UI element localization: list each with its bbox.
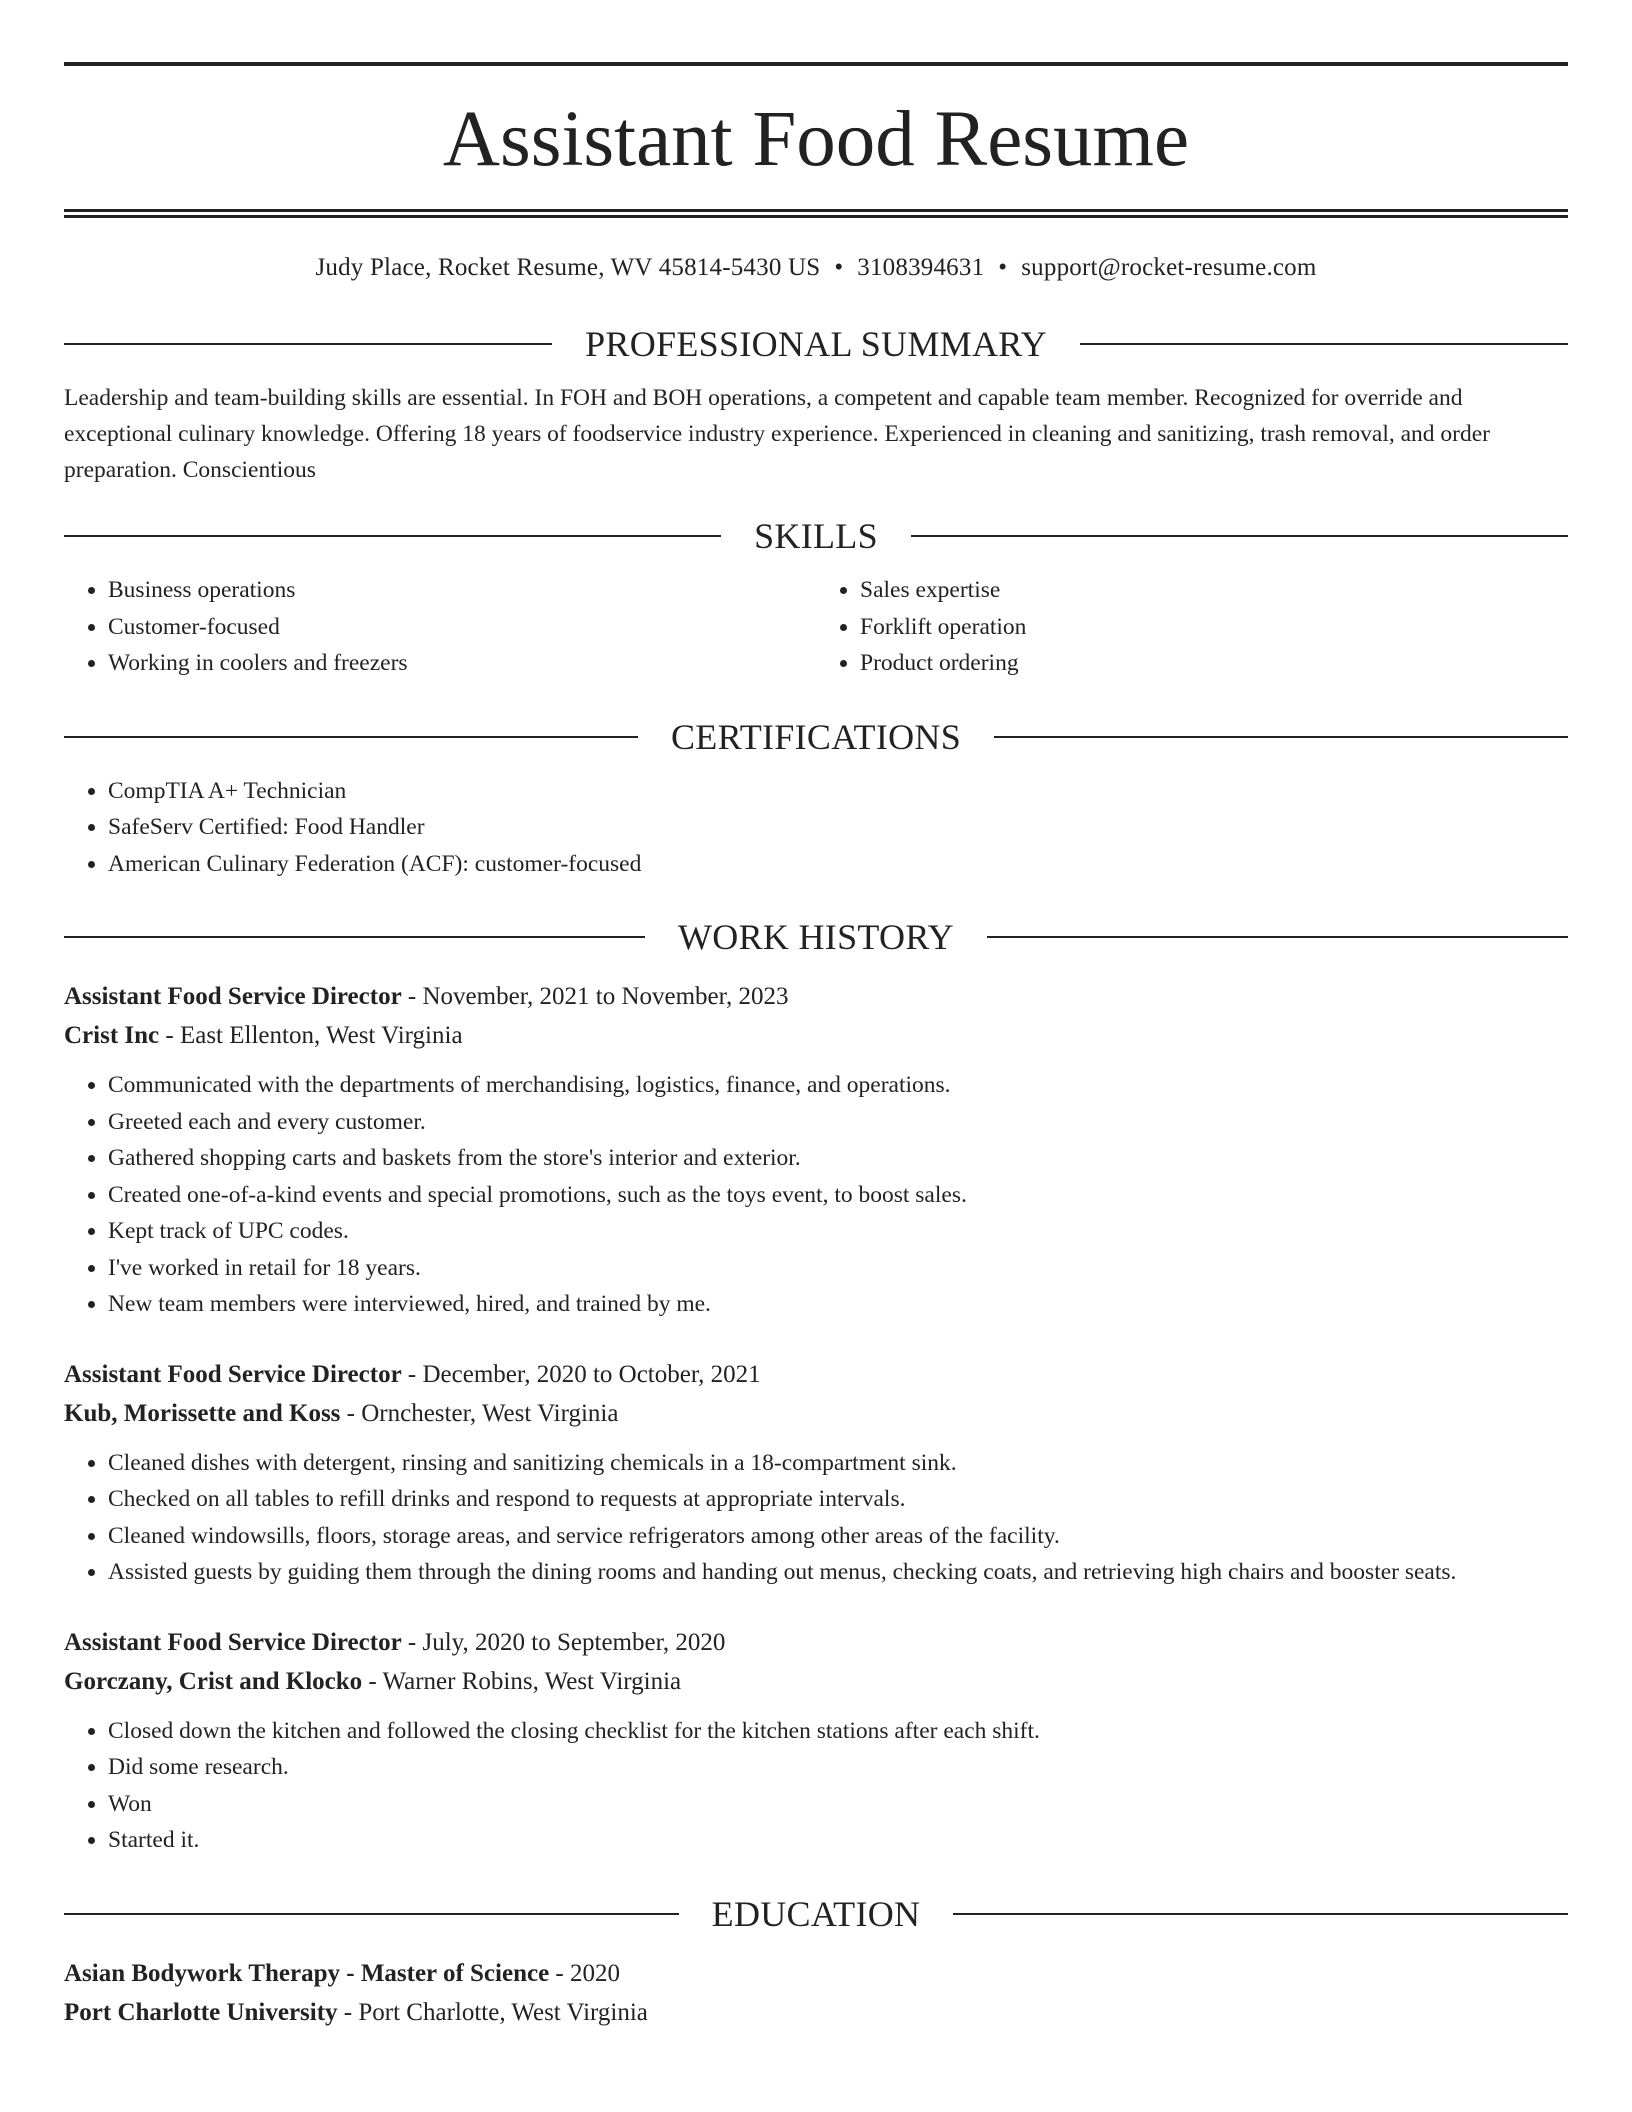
education-degree-line [64, 1954, 1568, 1993]
job-bullet: • Created one-of-a-kind events and special promotions, such as the toys event, to boost sales. [108, 1177, 1568, 1214]
certifications-list [64, 773, 1568, 883]
section-title-skills: SKILLS [754, 516, 878, 556]
job-bullets [64, 1067, 1568, 1323]
job-bullet: • Won [108, 1786, 1568, 1823]
job-bullet: • Did some research. [108, 1749, 1568, 1786]
job-title: Assistant Food Service Director [64, 1360, 402, 1388]
section-rule-right [911, 535, 1568, 537]
job-location: - Ornchester, West Virginia [340, 1399, 619, 1427]
section-rule-right [1080, 343, 1568, 345]
job-bullet: • Assisted guests by guiding them through the dining rooms and handing out menus, checking coats, and retrieving high chairs and booster seats. [108, 1554, 1568, 1591]
job-dates: - November, 2021 to November, 2023 [401, 983, 789, 1010]
job-bullets [64, 1713, 1568, 1859]
job-company-line [64, 1662, 1568, 1701]
job-bullet: • New team members were interviewed, hired, and trained by me. [108, 1286, 1568, 1323]
job-bullet: • Communicated with the departments of merchandising, logistics, finance, and operations. [108, 1067, 1568, 1104]
section-rule-left [64, 936, 645, 938]
job-location: - Warner Robins, West Virginia [362, 1667, 682, 1695]
section-rule-left [64, 1913, 679, 1915]
summary-text: Leadership and team-building skills are essential. In FOH and BOH operations, a competent and capable team member. Recognized for override and exceptional culinary knowledge. Offering 18 years of foodservice industry experience. Experienced in cleaning and sanitizing, trash removal, and order preparation. Conscientious [64, 385, 1491, 483]
section-title-summary: PROFESSIONAL SUMMARY [585, 324, 1047, 364]
section-title-work-history: WORK HISTORY [678, 917, 954, 957]
title-double-rule [64, 209, 1568, 218]
skills-grid [64, 572, 1568, 682]
skills-column-right [816, 572, 1568, 682]
contact-line [64, 255, 1568, 280]
job-dates: - December, 2020 to October, 2021 [401, 1360, 761, 1388]
job-title: Assistant Food Service Director [64, 1628, 402, 1656]
section-header-work-history [64, 919, 1568, 955]
section-header-certifications [64, 716, 1568, 757]
skill-item: • Forklift operation [860, 609, 1568, 646]
job-bullet: • Started it. [108, 1822, 1568, 1859]
contact-email: support@rocket-resume.com [1021, 254, 1317, 281]
education-school: Port Charlotte University [64, 1998, 338, 2026]
job-title-line [64, 977, 1568, 1016]
skill-item: • Customer-focused [108, 609, 816, 646]
education-year: - 2020 [549, 1959, 620, 1987]
skill-item: • Sales expertise [860, 572, 1568, 609]
job-title: Assistant Food Service Director [64, 983, 402, 1010]
certification-item: • CompTIA A+ Technician [108, 773, 1568, 810]
job-title-line [64, 1623, 1568, 1662]
job-company-line [64, 1394, 1568, 1433]
skill-item: • Working in coolers and freezers [108, 645, 816, 682]
job-company-line [64, 1016, 1568, 1055]
education-entry [64, 1954, 1568, 2032]
contact-phone: 3108394631 [857, 254, 985, 281]
section-rule-right [987, 936, 1568, 938]
job-bullet: • Closed down the kitchen and followed the closing checklist for the kitchen stations after each shift. [108, 1713, 1568, 1750]
job-bullet: • Kept track of UPC codes. [108, 1213, 1568, 1250]
education-degree: Asian Bodywork Therapy - Master of Science [64, 1959, 550, 1987]
job-entry [64, 1623, 1568, 1859]
job-title-line [64, 1355, 1568, 1394]
certification-item: • American Culinary Federation (ACF): customer-focused [108, 846, 1568, 883]
job-entry [64, 977, 1568, 1323]
job-bullet: • Greeted each and every customer. [108, 1104, 1568, 1141]
job-company: Crist Inc [64, 1022, 160, 1049]
section-header-summary [64, 326, 1568, 362]
job-entry [64, 1355, 1568, 1591]
job-dates: - July, 2020 to September, 2020 [401, 1628, 726, 1656]
resume-page [64, 0, 1568, 2032]
certification-item: • SafeServ Certified: Food Handler [108, 809, 1568, 846]
top-rule [64, 62, 1568, 66]
job-location: - East Ellenton, West Virginia [159, 1022, 463, 1049]
section-rule-left [64, 535, 721, 537]
job-company: Kub, Morissette and Koss [64, 1399, 341, 1427]
resume-title: Assistant Food Resume [442, 96, 1190, 183]
job-bullet: • I've worked in retail for 18 years. [108, 1250, 1568, 1287]
section-rule-left [64, 736, 638, 738]
education-school-line [64, 1993, 1568, 2032]
job-bullet: • Gathered shopping carts and baskets from the store's interior and exterior. [108, 1140, 1568, 1177]
skills-column-left [64, 572, 816, 682]
section-title-education: EDUCATION [711, 1893, 921, 1934]
section-rule-left [64, 343, 552, 345]
contact-separator: • [834, 254, 844, 281]
job-company: Gorczany, Crist and Klocko [64, 1667, 363, 1695]
contact-separator: • [998, 254, 1008, 281]
section-header-skills [64, 518, 1568, 554]
section-rule-right [994, 736, 1568, 738]
section-header-education [64, 1893, 1568, 1934]
skill-item: • Business operations [108, 572, 816, 609]
skill-item: • Product ordering [860, 645, 1568, 682]
contact-address: Judy Place, Rocket Resume, WV 45814-5430 US [315, 254, 821, 281]
certifications-ul [64, 773, 1568, 883]
section-rule-right [953, 1913, 1568, 1915]
job-bullets [64, 1445, 1568, 1591]
education-location: - Port Charlotte, West Virginia [337, 1998, 648, 2026]
job-bullet: • Checked on all tables to refill drinks and respond to requests at appropriate intervals. [108, 1481, 1568, 1518]
section-title-certifications: CERTIFICATIONS [670, 716, 962, 757]
job-bullet: • Cleaned dishes with detergent, rinsing and sanitizing chemicals in a 18-compartment sink. [108, 1445, 1568, 1482]
job-bullet: • Cleaned windowsills, floors, storage areas, and service refrigerators among other areas of the facility. [108, 1518, 1568, 1555]
